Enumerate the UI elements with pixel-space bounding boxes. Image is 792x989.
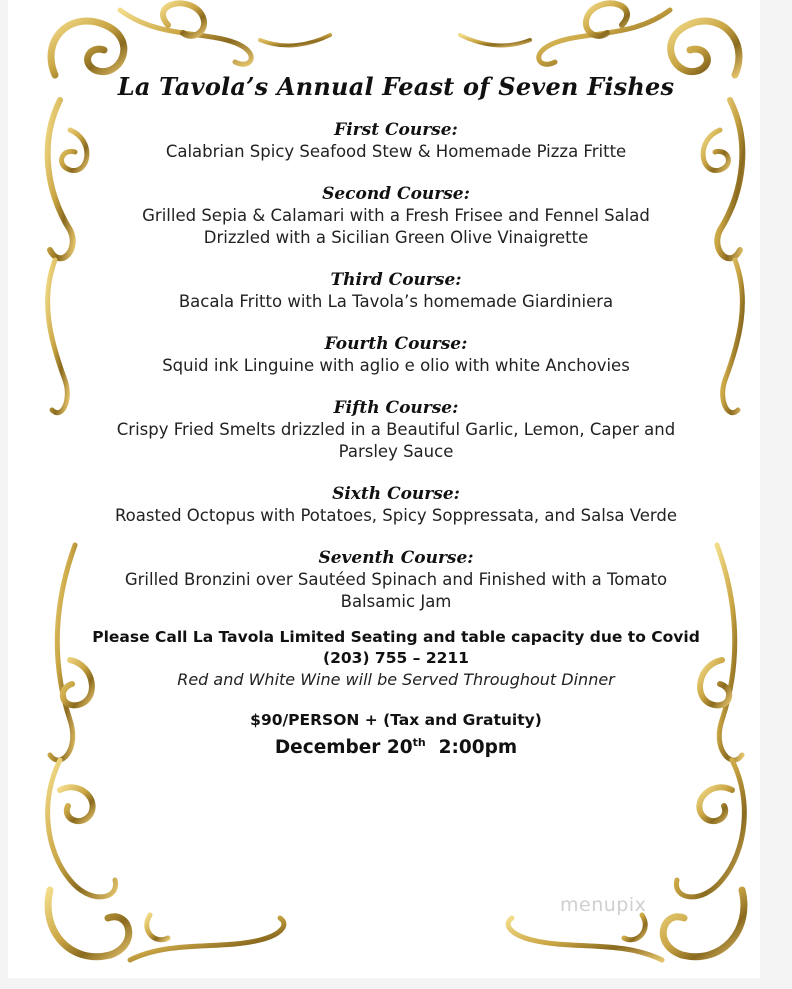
wine-notice: Red and White Wine will be Served Throughout Dinner — [177, 670, 615, 689]
watermark-logo: menupix — [560, 894, 647, 916]
course-name: Seventh Course: — [318, 548, 474, 568]
course-description: Roasted Octopus with Potatoes, Spicy Soppressata, and Salsa Verde — [114, 506, 678, 525]
course-description: Squid ink Linguine with aglio e olio with white Anchovies — [162, 356, 630, 375]
course-name: Second Course: — [322, 184, 470, 204]
course-name: Fifth Course: — [333, 398, 459, 418]
ornament-bottom-left — [50, 545, 75, 760]
ornament-bottom-right — [717, 545, 742, 760]
date-suffix: th — [412, 736, 426, 749]
course-name: Fourth Course: — [324, 334, 468, 354]
menu-content — [90, 72, 702, 760]
date-day: December 20 — [274, 737, 413, 759]
course-name: Third Course: — [330, 270, 462, 290]
course-description: Calabrian Spicy Seafood Stew & Homemade Pizza Fritte — [165, 142, 627, 161]
course-5 — [90, 397, 702, 463]
course-description: Grilled Bronzini over Sautéed Spinach and Finished with a Tomato Balsamic Jam — [124, 570, 668, 611]
course-description: Crispy Fried Smelts drizzled in a Beautiful Garlic, Lemon, Caper and Parsley Sauce — [116, 420, 676, 461]
course-name: First Course: — [334, 120, 458, 140]
course-description: Bacala Fritto with La Tavola’s homemade Giardiniera — [178, 292, 614, 311]
course-name: Sixth Course: — [332, 484, 460, 504]
course-3 — [90, 269, 702, 313]
ornament-top-right — [671, 21, 739, 75]
reservation-notice: Please Call La Tavola Limited Seating and table capacity due to Covid (203) 755 – 2211 — [92, 628, 700, 667]
date-time: 2:00pm — [438, 737, 518, 759]
course-7 — [90, 547, 702, 613]
course-4 — [90, 333, 702, 377]
course-2 — [90, 183, 702, 249]
course-6 — [90, 483, 702, 527]
menu-title: La Tavola’s Annual Feast of Seven Fishes — [117, 72, 675, 101]
course-1 — [90, 119, 702, 163]
ornament-top-left — [51, 21, 124, 75]
course-description: Grilled Sepia & Calamari with a Fresh Frisee and Fennel Salad Drizzled with a Sicilian Green Olive Vinaigrette — [142, 206, 650, 247]
price: $90/PERSON + (Tax and Gratuity) — [250, 711, 542, 729]
event-date — [90, 731, 702, 760]
